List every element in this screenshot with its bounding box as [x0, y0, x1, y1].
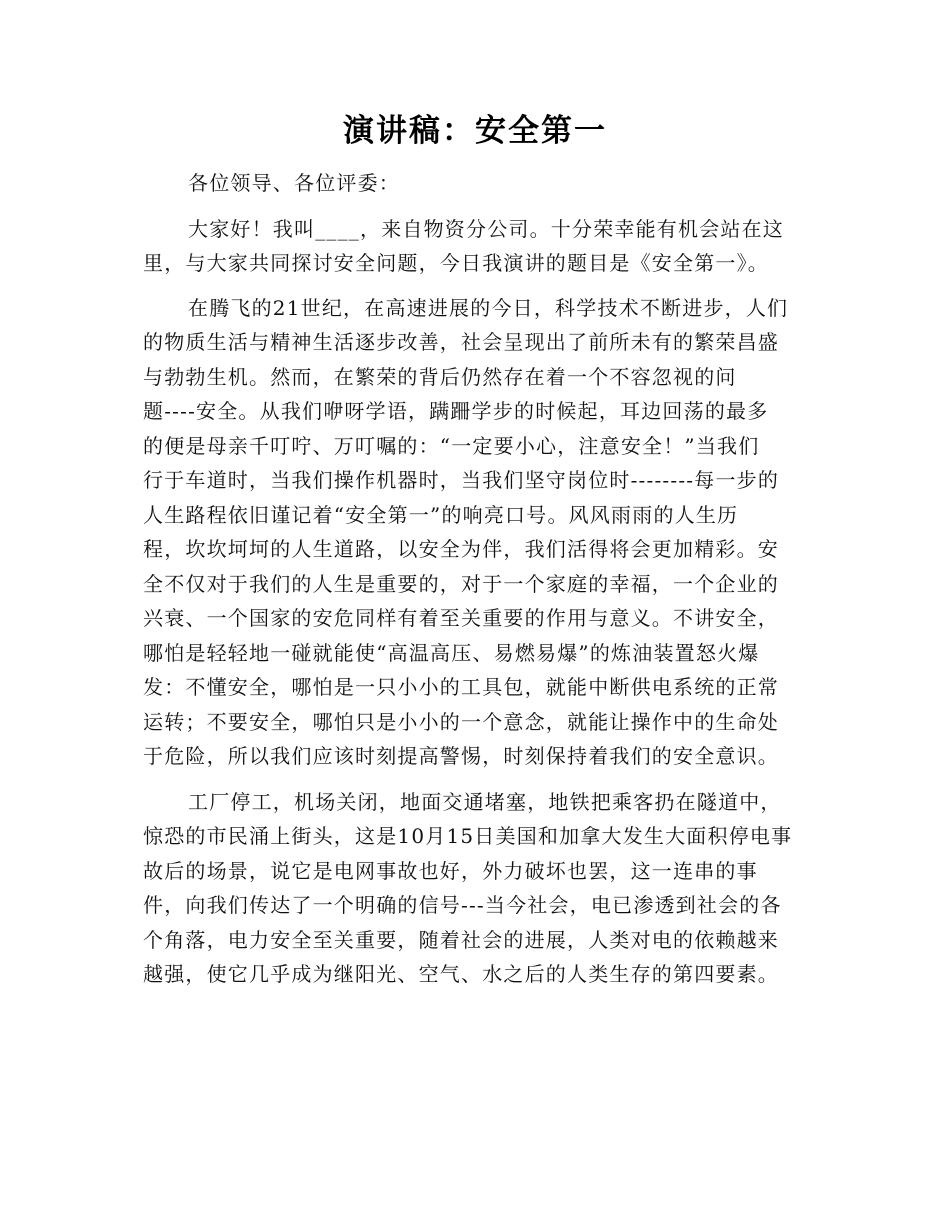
paragraph-line: 哪怕是轻轻地一碰就能使“高温高压、易燃易爆”的炼油装置怒火爆 [143, 640, 760, 665]
paragraph-line: 于危险，所以我们应该时刻提高警惕，时刻保持着我们的安全意识。 [143, 744, 779, 768]
document-body [143, 166, 811, 992]
salutation: 各位领导、各位评委： [188, 171, 400, 195]
paragraph-line: 件，向我们传达了一个明确的信号---当今社会，电已渗透到社会的各 [143, 893, 782, 917]
paragraph-line: 个角落，电力安全至关重要，随着社会的进展，人类对电的依赖越来 [143, 927, 779, 952]
paragraph-line: 惊恐的市民涌上街头，这是10月15日美国和加拿大发生大面积停电事 [143, 824, 793, 848]
paragraph-line: 行于车道时，当我们操作机器时，当我们坚守岗位时--------每一步的 [143, 468, 780, 492]
paragraph-line: 越强，使它几乎成为继阳光、空气、水之后的人类生存的第四要素。 [143, 962, 779, 986]
paragraph-line: 运转；不要安全，哪怕只是小小的一个意念，就能让操作中的生命处 [143, 709, 779, 734]
paragraph-line: 大家好！我叫____，来自物资分公司。十分荣幸能有机会站在这 [188, 216, 784, 241]
paragraph-line: 的物质生活与精神生活逐步改善，社会呈现出了前所未有的繁荣昌盛 [143, 330, 779, 354]
paragraph-line: 故后的场景，说它是电网事故也好，外力破坏也罢，这一连串的事 [143, 858, 758, 883]
paragraph-line: 人生路程依旧谨记着“安全第一”的响亮口号。风风雨雨的人生历 [143, 502, 739, 527]
paragraph-line: 的便是母亲千叮咛、万叮嘱的：“一定要小心，注意安全！”当我们 [143, 433, 760, 458]
paragraph-2 [143, 291, 811, 774]
paragraph-line: 题----安全。从我们咿呀学语，蹒跚学步的时候起，耳边回荡的最多 [143, 399, 769, 423]
paragraph-line: 在腾飞的21世纪，在高速进展的今日，科学技术不断进步，人们 [188, 295, 789, 320]
paragraph-line: 全不仅对于我们的人生是重要的，对于一个家庭的幸福，一个企业的 [143, 571, 779, 596]
paragraph-line: 程，坎坎坷坷的人生道路，以安全为伴，我们活得将会更加精彩。安 [143, 537, 779, 561]
paragraph-line: 里，与大家共同探讨安全问题，今日我演讲的题目是《安全第一》。 [143, 251, 769, 275]
paragraph-line: 兴衰、一个国家的安危同样有着至关重要的作用与意义。不讲安全， [143, 606, 779, 630]
paragraph-line: 与勃勃生机。然而，在繁荣的背后仍然存在着一个不容忽视的问 [143, 364, 737, 389]
paragraph-line: 发：不懂安全，哪怕是一只小小的工具包，就能中断供电系统的正常 [143, 675, 779, 699]
paragraph-line: 工厂停工，机场关闭，地面交通堵塞，地铁把乘客扔在隧道中， [188, 789, 782, 814]
paragraph-1 [143, 212, 811, 281]
document-title: 演讲稿：安全第一 [343, 113, 607, 149]
paragraph-3 [143, 785, 811, 992]
